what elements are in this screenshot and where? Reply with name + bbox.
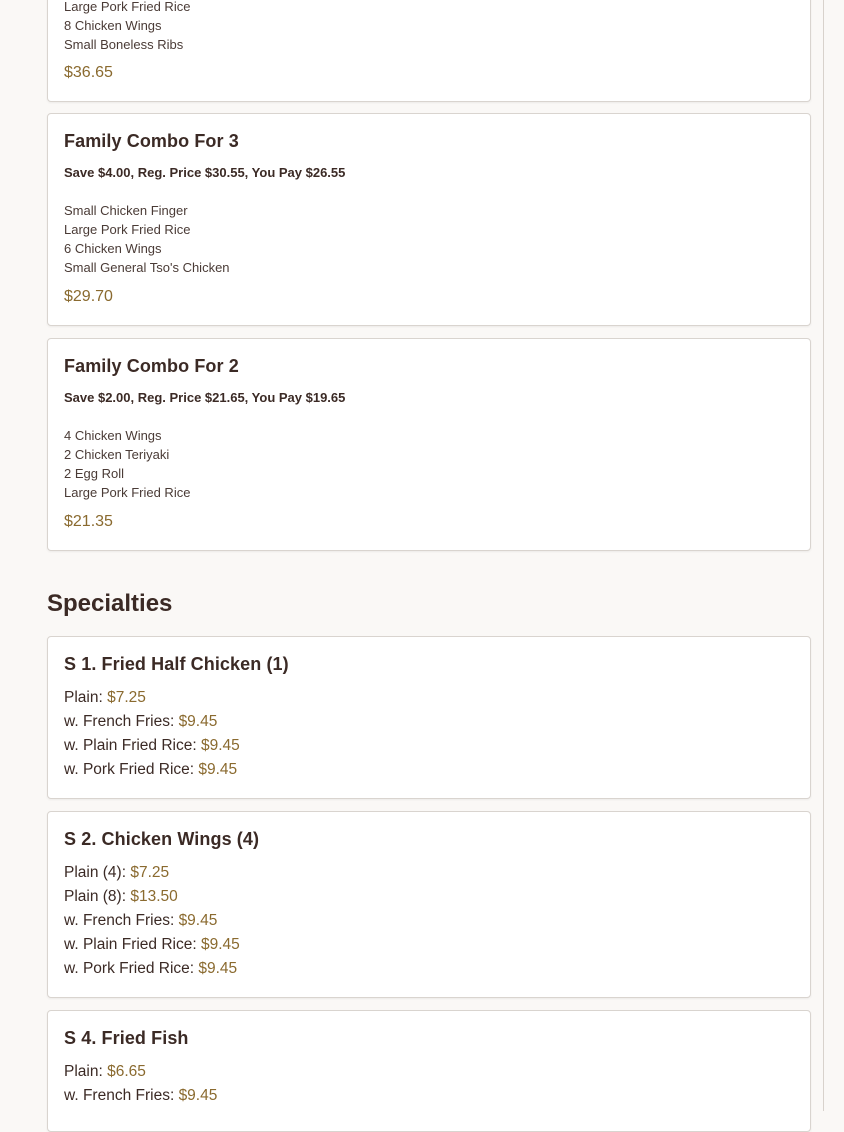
combo-item: Small General Tso's Chicken bbox=[64, 260, 230, 275]
combo-item: 4 Chicken Wings bbox=[64, 428, 162, 443]
combo-item: 2 Chicken Teriyaki bbox=[64, 447, 170, 462]
menu-item-card[interactable] bbox=[47, 1010, 811, 1132]
item-title: S 2. Chicken Wings (4) bbox=[64, 829, 260, 849]
item-price: $36.65 bbox=[64, 64, 113, 81]
option-price: $9.45 bbox=[178, 912, 218, 929]
item-title: S 1. Fried Half Chicken (1) bbox=[64, 654, 289, 674]
option-label: Plain (8): bbox=[64, 888, 131, 905]
option-price: $13.50 bbox=[130, 888, 178, 905]
item-price: $29.70 bbox=[64, 288, 113, 305]
option-label: Plain: bbox=[64, 689, 108, 706]
item-title: S 4. Fried Fish bbox=[64, 1028, 189, 1048]
price-option bbox=[64, 734, 240, 758]
item-title: Family Combo For 3 bbox=[64, 131, 239, 151]
combo-item: 2 Egg Roll bbox=[64, 466, 124, 481]
option-label: w. Plain Fried Rice: bbox=[64, 936, 201, 953]
price-option bbox=[64, 1060, 146, 1084]
combo-item: 8 Chicken Wings bbox=[64, 18, 162, 33]
menu-item-card[interactable] bbox=[47, 636, 811, 799]
combo-item: Large Pork Fried Rice bbox=[64, 0, 191, 14]
price-option bbox=[64, 710, 217, 734]
option-price: $9.45 bbox=[198, 960, 238, 977]
option-price: $9.45 bbox=[178, 1087, 218, 1104]
section-heading: Specialties bbox=[47, 590, 173, 617]
price-option bbox=[64, 1084, 217, 1108]
option-label: w. French Fries: bbox=[64, 912, 179, 929]
option-price: $7.25 bbox=[107, 689, 146, 706]
item-price: $21.35 bbox=[64, 513, 113, 530]
combo-items bbox=[64, 0, 190, 54]
option-price: $7.25 bbox=[130, 864, 170, 881]
option-label: w. Pork Fried Rice: bbox=[64, 761, 199, 778]
page-divider bbox=[823, 0, 824, 1111]
combo-item: Large Pork Fried Rice bbox=[64, 222, 191, 237]
price-option bbox=[64, 909, 217, 933]
menu-item-card[interactable] bbox=[47, 811, 811, 998]
combo-item: Small Chicken Finger bbox=[64, 203, 188, 218]
menu-item-card[interactable] bbox=[47, 0, 811, 102]
price-option bbox=[64, 957, 237, 981]
menu-item-card[interactable] bbox=[47, 113, 811, 326]
combo-item: Small Boneless Ribs bbox=[64, 37, 184, 52]
price-option bbox=[64, 933, 240, 957]
item-title: Family Combo For 2 bbox=[64, 356, 239, 376]
combo-items bbox=[64, 201, 230, 277]
price-option bbox=[64, 686, 146, 710]
item-savings: Save $4.00, Reg. Price $30.55, You Pay $26.55 bbox=[64, 165, 346, 180]
item-savings: Save $2.00, Reg. Price $21.65, You Pay $19.65 bbox=[64, 390, 346, 405]
option-label: Plain: bbox=[64, 1063, 108, 1080]
option-label: w. French Fries: bbox=[64, 1087, 179, 1104]
option-label: w. Pork Fried Rice: bbox=[64, 960, 199, 977]
option-price: $9.45 bbox=[200, 737, 240, 754]
option-price: $9.45 bbox=[198, 761, 238, 778]
price-option bbox=[64, 758, 237, 782]
option-label: w. French Fries: bbox=[64, 713, 179, 730]
option-price: $9.45 bbox=[178, 713, 218, 730]
menu-item-card[interactable] bbox=[47, 338, 811, 551]
option-price: $6.65 bbox=[107, 1063, 146, 1080]
option-label: w. Plain Fried Rice: bbox=[64, 737, 201, 754]
combo-items bbox=[64, 426, 190, 502]
combo-item: 6 Chicken Wings bbox=[64, 241, 162, 256]
option-price: $9.45 bbox=[200, 936, 240, 953]
price-option bbox=[64, 885, 178, 909]
price-option bbox=[64, 861, 169, 885]
combo-item: Large Pork Fried Rice bbox=[64, 485, 191, 500]
option-label: Plain (4): bbox=[64, 864, 131, 881]
